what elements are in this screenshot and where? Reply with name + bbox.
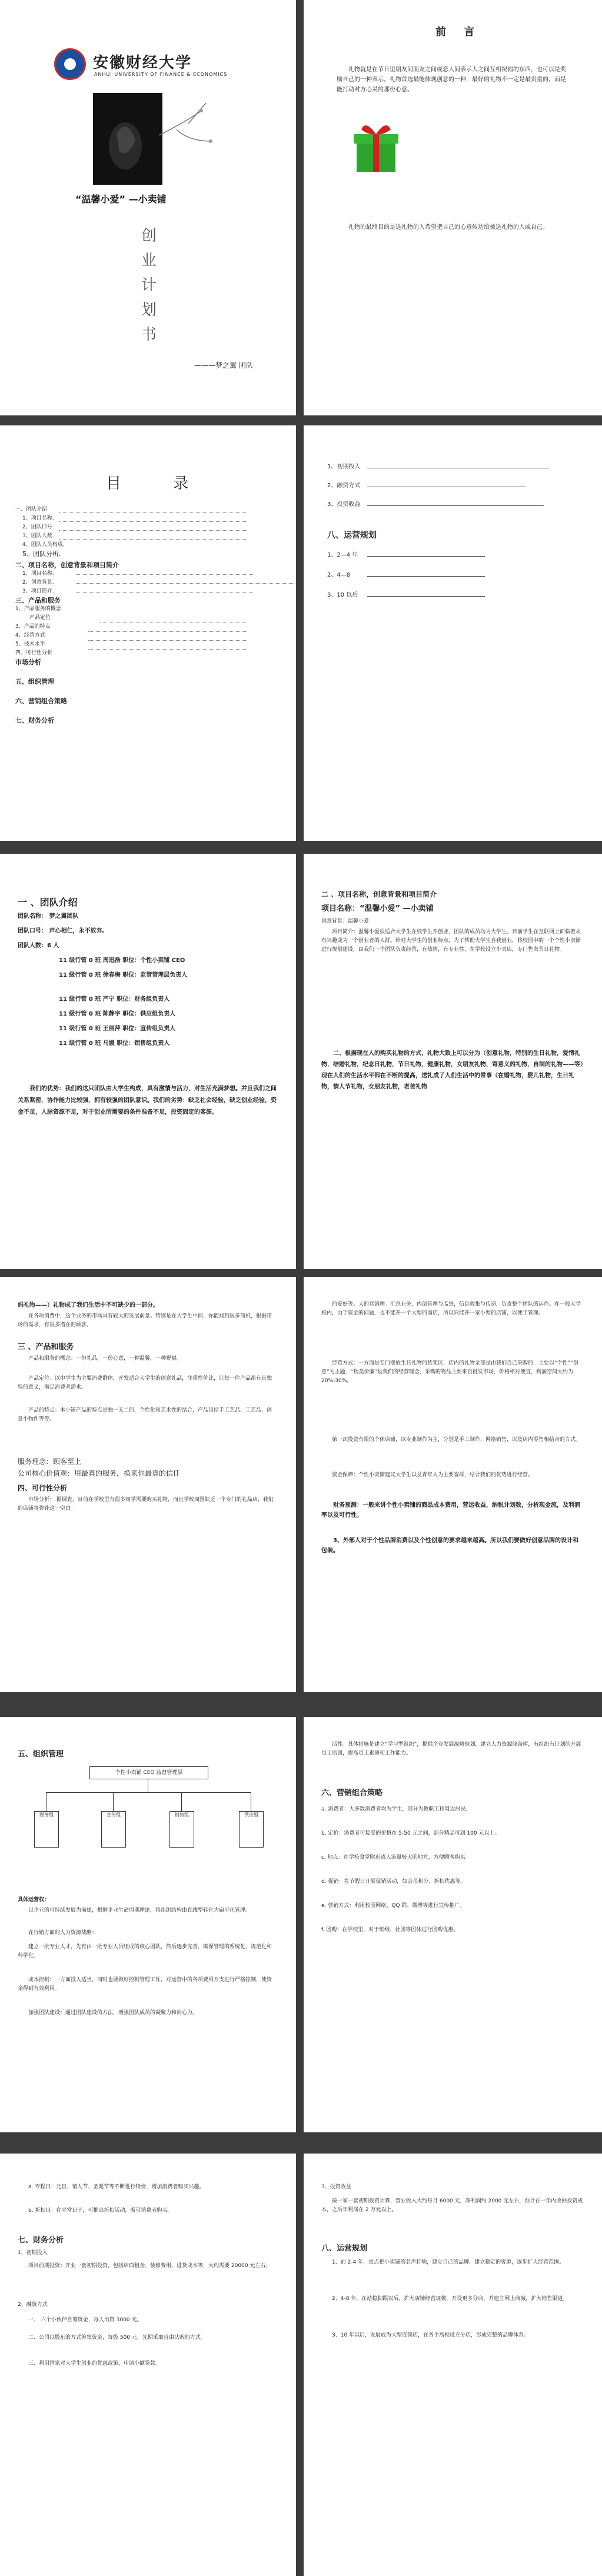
toc-title: 目 录 bbox=[106, 475, 212, 492]
plan-3: 3、10 年以后，发展成为大型连锁店，在各个高校设立分店，形成完整的品牌体系。 bbox=[332, 2332, 530, 2338]
toc-item[interactable]: 2、创意背景. bbox=[22, 580, 54, 585]
team-name: ———梦之翼 团队 bbox=[194, 361, 253, 370]
organization-page bbox=[0, 1717, 296, 2132]
org-node: 供应组 bbox=[239, 1811, 264, 1848]
team-row: 团队口号： 声心相仁，永不放弃。 bbox=[18, 928, 108, 934]
business-text-3: 第一次投资有限的个体店铺，以专业制作为主，分别是手工制作，网络销售，以及店内零售相结合的方式。 bbox=[332, 1437, 581, 1443]
market-analysis: 市场分析： 据调查，目前在学校里有很多同学需要购买礼物，而且学校周围缺乏一个专门的礼品店，我们的店铺将弥补这一空白。 bbox=[18, 1497, 274, 1512]
business-text-4: 资金保障：个性小卖铺建议大学生以及青年人为主要客群，结合我们的优势进行经营。 bbox=[332, 1472, 534, 1478]
toc-item[interactable]: 4、团队人员构成. bbox=[22, 542, 65, 548]
marketing-item: f. 团购：在学校里，对于班级、社团等团体进行团购优惠。 bbox=[321, 1927, 459, 1933]
creative-background: 创意背景：温馨小爱 bbox=[321, 918, 370, 924]
plan-2: 2、4-8 年，在站稳脚跟以后，扩大店铺经营规模，开设更多分店，并建立网上商城，扩大销售渠道。 bbox=[332, 2296, 568, 2302]
gift-categories: 二、根据现在人的购买礼物的方式，礼物大致上可以分为（创意礼物，特别的生日礼物，爱情礼物，结婚礼物，纪念日礼物，节日礼物，健康礼物，女朋友礼物，寄意义的礼物，自制的礼物——等）现在人们的生活水平都在不断的提高，送礼成了人们生活中的常事（在婚礼物，婴儿礼物，生日礼物，情人节礼物，女朋友礼物，老爸礼物 bbox=[321, 1050, 583, 1090]
toc-item[interactable]: 六、营销组合策略 bbox=[15, 697, 67, 705]
subheading: 1、初期投入 bbox=[18, 2250, 48, 2256]
toc-item[interactable]: 5、技术水平 bbox=[15, 641, 45, 647]
toc-item[interactable]: 2、融资方式 bbox=[327, 482, 361, 489]
team-row: 11 级行管 0 班 马媛 职位：销售组负责人 bbox=[59, 1040, 170, 1047]
toc-section-8[interactable]: 八、运营规划 bbox=[327, 531, 377, 540]
section-heading: 三 、产品和服务 bbox=[18, 1343, 74, 1352]
operations-page bbox=[304, 2154, 602, 2576]
toc-item[interactable]: 市场分析 bbox=[15, 658, 41, 666]
branch-illustration bbox=[159, 100, 224, 165]
team-row: 11 级行管 0 班 徐春梅 职位：监管管理层负责人 bbox=[59, 972, 188, 979]
toc-list bbox=[15, 505, 262, 725]
subheading: 2、融资方式 bbox=[18, 2302, 48, 2308]
toc-item[interactable]: 1、2—4 年 bbox=[327, 552, 358, 558]
toc-page bbox=[0, 425, 296, 841]
toc-item[interactable]: 三、产品和服务 bbox=[15, 597, 61, 604]
gift-image bbox=[351, 117, 401, 175]
marketing-item: b. 定价：消费者可接受的价格在 5-50 元之间，部分精品可到 100 元以上。 bbox=[321, 1831, 500, 1836]
toc-item[interactable]: 四、可行性分析 bbox=[15, 650, 53, 656]
toc-item[interactable]: 3、团队人数. bbox=[22, 533, 54, 539]
university-logo bbox=[54, 48, 86, 80]
business-text-2: 经营方式：一方面是专门摆放生日礼物的货架区，店内的礼物全部是由我们自己采购的，主要以“个性”“创意”为主题，“物美价廉”是我们的经营理念，采购的物品主要来自批发市场，价格相对便宜，利润空间大约为20%-30%。 bbox=[321, 1360, 578, 1384]
finance-forecast: 财务预测：一般来讲个性小卖铺的商品成本费用，营运收益，纳税计划数，分析现金流，及利润率以及可行性。 bbox=[321, 1502, 580, 1519]
org-bullet-2: 成本控制：一方面投入适当，同时也要做好控制管理工作，对运营中的各项费用开支进行严格控制，使资金得到有效利用。 bbox=[18, 1977, 272, 1992]
document-title: 创业计划书 bbox=[141, 227, 157, 344]
toc-item[interactable]: 1、项目名称. bbox=[22, 571, 54, 577]
promo-b: b. 折扣日：在平常日子，可推出折扣活动，吸引消费者购买。 bbox=[28, 2208, 173, 2214]
org-bullet-1: 建立一批专业人才，先有由一批专业人员组成的核心团队，然后逐步完善，确保管理的系统化、规范化和科学化。 bbox=[18, 1944, 272, 1959]
section-heading: 四、可行性分析 bbox=[18, 1484, 68, 1492]
preface-paragraph-2: 礼物的最终目的是送礼物的人希望把自己的心意传达给被送礼物的人或自己。 bbox=[348, 224, 548, 231]
preface-title: 前 言 bbox=[435, 26, 482, 38]
toc-item[interactable]: 1、产品服务的概念 bbox=[15, 606, 61, 612]
toc-item[interactable]: 3、10 以后 bbox=[327, 592, 358, 598]
toc-item[interactable]: 3、项目简介. bbox=[22, 588, 54, 594]
section-heading: 八、运营规划 bbox=[321, 2244, 368, 2253]
finance-text-2: 一、 六个小伙伴自筹资金，每人出资 3000 元。 bbox=[28, 2317, 142, 2323]
org-node: 财务组 bbox=[34, 1811, 59, 1848]
org-root: 个性小卖铺 CEO 监督管理层 bbox=[89, 1766, 208, 1779]
toc-item[interactable]: 五、组织管理 bbox=[15, 678, 54, 685]
marketing-intro: 活性。具体措施是建立“学习型组织”，提供企业发展战略规划，建立人力资源储备库，有组织有计划的开展员工培训，提高员工素质和工作能力。 bbox=[321, 1742, 581, 1756]
section-heading: 五、组织管理 bbox=[18, 1750, 64, 1759]
team-analysis: 我们的优势：我们的这只团队由大学生构成，具有激情与活力，对生活充满梦想。并且我们之间关系紧密，协作能力比较强，拥有较强的团队意识。我们的劣势：缺乏社会经验，缺乏创业经验，资金不足，人脉资源不足，对于创业所需要的条件准备不足，投资固定的客源。 bbox=[18, 1086, 277, 1116]
team-intro-page bbox=[0, 854, 296, 1269]
products-page bbox=[0, 1277, 296, 1692]
section-heading: 六、营销组合策略 bbox=[321, 1789, 383, 1798]
promo-a: a. 专程日：元旦、情人节、圣诞节等不断进行特价，增加消费者购买兴趣。 bbox=[28, 2184, 205, 2190]
product-features: 产品的特点：本小铺产品的特点是独一无二的，个性化和艺术性的结合，产品包括手工艺品、工艺品、创意小物件等等。 bbox=[18, 1407, 272, 1422]
marketing-item: d. 促销：在节假日开展促销活动，如会员积分、折扣优惠等。 bbox=[321, 1879, 466, 1885]
org-text-2: 在行销方面的人力资源战略： bbox=[28, 1930, 98, 1936]
university-name-en: ANHUI UNIVERSITY OF FINANCE & ECONOMICS bbox=[94, 72, 228, 77]
project-page bbox=[304, 854, 602, 1269]
toc-item[interactable]: 1、初期投入 bbox=[327, 464, 361, 470]
section-heading: 二 、项目名称，创意背景和项目简介 bbox=[321, 890, 437, 898]
toc-item[interactable]: 4、经营方式 bbox=[15, 633, 45, 638]
org-node: 宣传组 bbox=[101, 1811, 126, 1848]
team-row: 11 级行管 0 班 陈静宇 职位：供应组负责人 bbox=[59, 1011, 176, 1017]
preface-paragraph-1: 礼物就是在节日里朋友间朋友之间或恋人间表示人之间互相祝福的东西，也可以是奖励自己的一种表示。礼物首选最能体现创意的一种，最好的礼物不一定是最贵重的，而是能打动对方心灵的那份心意。 bbox=[337, 66, 566, 93]
org-bullet-3: 加强团队建设：通过团队建设的方法，增强团队成员的凝聚力和向心力。 bbox=[28, 2010, 198, 2016]
team-row: 团队人数：6 人 bbox=[18, 943, 59, 949]
toc-page-continued bbox=[304, 425, 602, 841]
toc-item[interactable]: 2、4—8 bbox=[327, 572, 351, 578]
section-heading: 一 、团队介绍 bbox=[18, 897, 78, 908]
marketing-list bbox=[321, 1805, 583, 1950]
toc-item[interactable]: 1、项目名称. bbox=[22, 515, 54, 521]
subheading: 具体运营权： bbox=[18, 1897, 50, 1903]
org-node: 销售组 bbox=[169, 1811, 194, 1848]
toc-item[interactable]: 3、产品的特点 bbox=[15, 624, 51, 630]
toc-item[interactable]: 5、团队分析. bbox=[22, 550, 61, 558]
business-text-1: 的爱好等。大的营销理：汇总业务，内部管理与监督，信息收集与传递，负责整个团队的运作。在一般大学校内，由于资金的问题，也不能开一个大型的商店，所以只能开一家小型的店铺，以便于管理。 bbox=[321, 1302, 581, 1316]
investment-return: 按一家一套初期投资计算，营业收入大约每月 6000 元，净利润约 2000 元左右，预计在一年内收回投资成本，之后年利润在 2 万元以上。 bbox=[321, 2198, 583, 2213]
finance-text-1: 项目前期投资：开业一套初期投资，包括店面租金、装修费用、进货成本等，大约需要 20000 元左右。 bbox=[28, 2263, 271, 2269]
plan-1: 1、前 2-4 年，重点把小卖铺的名声打响，建立自己的品牌，建立稳定的客源，逐步扩大经营范围。 bbox=[332, 2259, 565, 2265]
team-row: 11 级行管 0 班 王丽萍 职位：宣传组负责人 bbox=[59, 1026, 176, 1032]
subheading: 3、投资收益 bbox=[321, 2184, 351, 2190]
marketing-item: c. 地点：在学校食堂附近或人流量较大的地方，方便顾客购买。 bbox=[321, 1855, 471, 1861]
market-text: 在各项消费中，这个业务的市场具有较大的发展前景。特别是在大学生中间，你能找到很多商机，根据市场的需求，有很多潜在的顾客。 bbox=[18, 1313, 272, 1328]
core-values: 公司核心价值观：用最真的服务，换来你最真的信任 bbox=[18, 1469, 181, 1477]
product-concept: 产品和服务的概念：一份礼品，一份心意，一种温馨，一种祝福。 bbox=[28, 1356, 182, 1362]
finance-page bbox=[0, 2154, 296, 2576]
business-page bbox=[304, 1277, 602, 1692]
toc-item[interactable]: 一、团队介绍 bbox=[15, 507, 48, 512]
team-rows bbox=[18, 911, 277, 1049]
marketing-item: a. 消费者：大多数消费者均为学生，部分为教职工和周边居民。 bbox=[321, 1806, 471, 1812]
finance-text-3: 二、公司以股东的方式筹集资金，每股 500 元，先期采取自由认购的方式。 bbox=[28, 2335, 206, 2341]
toc-item[interactable]: 七、财务分析 bbox=[15, 717, 54, 724]
service-idea: 服务理念：顾客至上 bbox=[18, 1457, 82, 1466]
section-heading: 七、财务分析 bbox=[18, 2236, 64, 2245]
org-text-1: 以企业的可持续发展为前提，根据企业生命周期理论，将组织结构由直线型转化为扁平化管理。 bbox=[28, 1908, 251, 1913]
marketing-item: e. 营销方式：利用校园网络、QQ 群、微博等进行宣传推广。 bbox=[321, 1903, 465, 1909]
cover-photo bbox=[93, 93, 162, 185]
team-row: 团队名称： 梦之翼团队 bbox=[18, 913, 79, 920]
shop-title: “温馨小爱” —小卖铺 bbox=[75, 194, 167, 205]
preface-page bbox=[304, 0, 602, 415]
external-demand: 3、外部人对于个性品牌消费以及个性创意的要求越来越高。所以我们要做好创意品牌的设计和包装。 bbox=[321, 1537, 578, 1554]
team-row: 11 级行管 0 班 周迅浩 职位：个性小卖铺 CEO bbox=[59, 957, 185, 964]
toc-item[interactable]: 产品定位 bbox=[29, 615, 51, 621]
cover-page bbox=[0, 0, 296, 415]
team-row: 11 级行管 0 班 严宁 职位：财务组负责人 bbox=[59, 996, 170, 1003]
finance-text-4: 三、利用国家对大学生创业的优惠政策，申请小额贷款。 bbox=[28, 2361, 161, 2367]
toc-item[interactable]: 二、项目名称，创意背景和项目简介 bbox=[15, 561, 119, 569]
project-summary: 项目简介：温馨小爱很适合大学生在校学生开创业，团队的成员均为大学生。目前学生在互联网上面临着从有兴趣成为一个创业者的人群。针对大学生的创业特点，为了帮助大学生自我创业，将校园中的一个个性小卖铺进行规划建设，由我们一个团队负责经营，有热情，有专业性，在学校设立小卖店，专门售卖节日礼物。 bbox=[321, 929, 581, 953]
lead-text: 妈礼物——）礼物成了我们生活中不可缺少的一部分。 bbox=[18, 1302, 159, 1309]
project-name: 项目名称：“温馨小爱” —小卖铺 bbox=[321, 904, 434, 913]
toc-item[interactable]: 3、投资收益 bbox=[327, 501, 361, 508]
marketing-page bbox=[304, 1717, 602, 2132]
toc-item[interactable]: 2、团队口号. bbox=[22, 524, 54, 530]
product-positioning: 产品定位：以中学生为主要消费群体，开发适合大学生的创意礼品，注重性价比，让每一件产品都有其独特的意义，满足消费者需求。 bbox=[18, 1376, 272, 1390]
university-name: 安徽财经大学 bbox=[93, 54, 192, 72]
